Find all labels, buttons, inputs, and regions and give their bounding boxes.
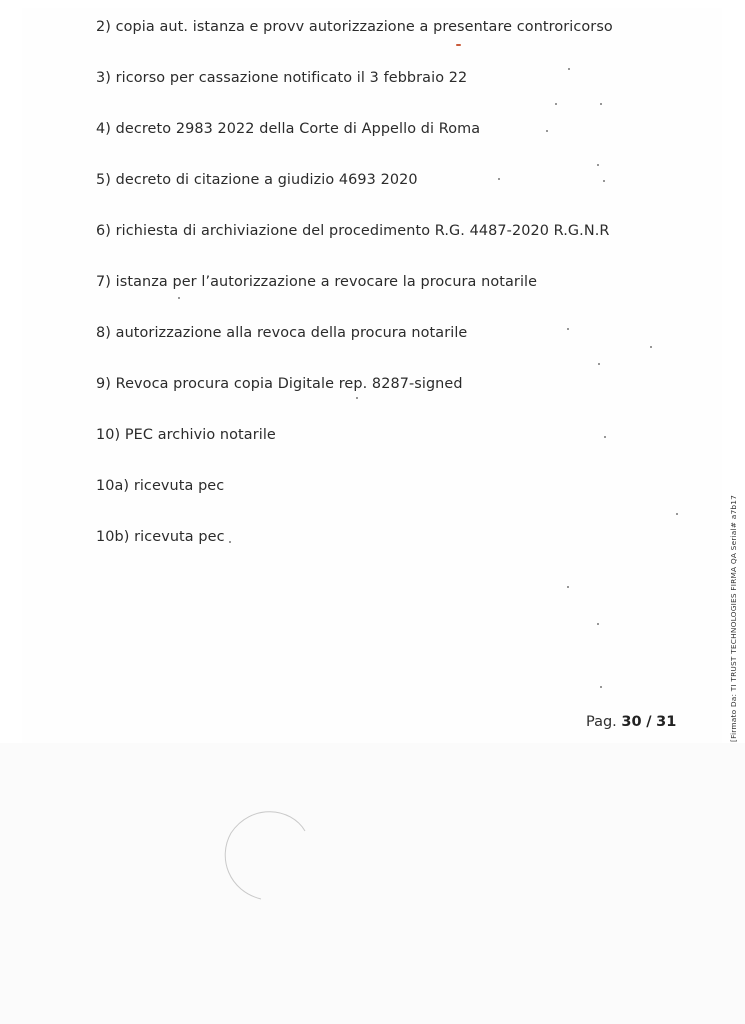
scan-speck <box>555 103 557 105</box>
scan-speck <box>568 68 570 70</box>
list-item: 8) autorizzazione alla revoca della procura notarile <box>96 325 468 341</box>
page-current: 30 <box>621 714 642 730</box>
scan-speck <box>456 44 461 46</box>
scan-speck <box>600 103 602 105</box>
list-item: 4) decreto 2983 2022 della Corte di Appello di Roma <box>96 121 481 137</box>
scan-speck <box>597 623 599 625</box>
scan-speck <box>546 130 548 132</box>
list-item: 7) istanza per l’autorizzazione a revocare la procura notarile <box>96 274 538 290</box>
list-item: 9) Revoca procura copia Digitale rep. 8287-signed <box>96 376 463 392</box>
scan-speck <box>603 180 605 182</box>
scan-speck <box>229 541 231 543</box>
page-number <box>586 714 676 730</box>
faded-stamp-arc <box>221 803 311 903</box>
digital-signature-note: [Firmato Da: TI TRUST TECHNOLOGIES FIRMA QA Serial# a7b17 <box>729 494 738 742</box>
list-item: 2) copia aut. istanza e provv autorizzazione a presentare controricorso <box>96 19 613 35</box>
scan-speck <box>178 297 180 299</box>
list-item: 10b) ricevuta pec <box>96 529 225 545</box>
scan-speck <box>498 178 500 180</box>
scan-speck <box>604 436 606 438</box>
list-item: 10a) ricevuta pec <box>96 478 225 494</box>
blank-lower-area <box>0 743 745 1024</box>
scan-speck <box>600 686 602 688</box>
page-prefix: Pag. <box>586 714 617 730</box>
scan-speck <box>567 586 569 588</box>
scan-speck <box>598 363 600 365</box>
list-item: 6) richiesta di archiviazione del procedimento R.G. 4487-2020 R.G.N.R <box>96 223 610 239</box>
list-item: 3) ricorso per cassazione notificato il 3 febbraio 22 <box>96 70 468 86</box>
scan-speck <box>597 164 599 166</box>
scan-speck <box>676 513 678 515</box>
page-total: 31 <box>656 714 677 730</box>
attachment-list <box>96 16 613 577</box>
page-separator: / <box>646 714 652 730</box>
list-item: 10) PEC archivio notarile <box>96 427 276 443</box>
list-item: 5) decreto di citazione a giudizio 4693 2020 <box>96 172 418 188</box>
scan-speck <box>356 397 358 399</box>
scan-speck <box>650 346 652 348</box>
scan-speck <box>567 328 569 330</box>
